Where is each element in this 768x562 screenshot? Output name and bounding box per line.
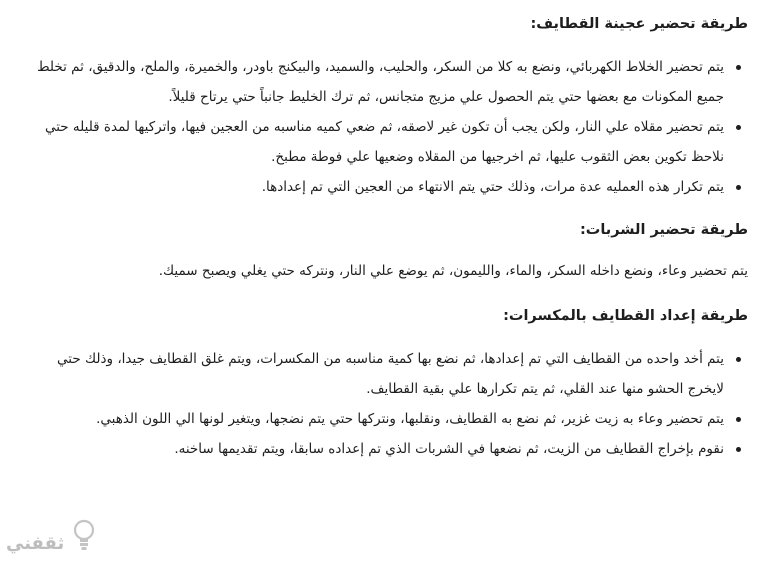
section-heading-dough: طريقة تحضير عجينة القطايف:	[530, 16, 748, 32]
section-heading-syrup: طريقة تحضير الشربات:	[579, 222, 748, 238]
list-item: نقوم بإخراج القطايف من الزيت، ثم نضعها في الشربات الذي تم إعداده سابقا، ويتم تقديمها ساخنه.	[18, 434, 724, 464]
dough-steps-list	[18, 52, 748, 202]
lightbulb-icon	[72, 518, 96, 554]
section-heading-nuts: طريقة إعداد القطايف بالمكسرات:	[503, 308, 748, 324]
nuts-steps-list	[18, 344, 748, 464]
syrup-paragraph: يتم تحضير وعاء، ونضع داخله السكر، والماء، والليمون، ثم يوضع علي النار، ونتركه حتي يغلي ويصبح سميك.	[158, 263, 748, 279]
list-item: يتم تحضير الخلاط الكهربائي، ونضع به كلا من السكر، والحليب، والسميد، والبيكنج باودر، والخميرة، والملح، والدقيق، ثم تخلط جميع المكونات مع بعضها حتي يتم الحصول علي مزيج متجانس، ثم ترك الخليط جانباً حتي يرتاح قليلاً.	[18, 52, 724, 112]
watermark-text: ثقفني	[6, 533, 65, 554]
list-item: يتم تحضير مقلاه علي النار، ولكن يجب أن تكون غير لاصقه، ثم ضعي كميه مناسبه من العجين فيها، واتركيها لمدة قليله حتي نلاحظ تكوين بعض الثقوب عليها، ثم اخرجيها من المقلاه وضعيها علي فوطة مطبخ.	[18, 112, 724, 172]
list-item: يتم تحضير وعاء به زيت غزير، ثم نضع به القطايف، ونقلبها، ونتركها حتي يتم نضجها، ويتغير لونها الي اللون الذهبي.	[18, 404, 724, 434]
list-item: يتم أخد واحده من القطايف التي تم إعدادها، ثم نضع بها كمية مناسبه من المكسرات، ويتم غلق القطايف جيدا، وذلك حتي لايخرج الحشو منها عند القلي، ثم يتم تكرارها علي بقية القطايف.	[18, 344, 724, 404]
list-item: يتم تكرار هذه العمليه عدة مرات، وذلك حتي يتم الانتهاء من العجين التي تم إعدادها.	[18, 172, 724, 202]
site-watermark	[6, 518, 98, 558]
